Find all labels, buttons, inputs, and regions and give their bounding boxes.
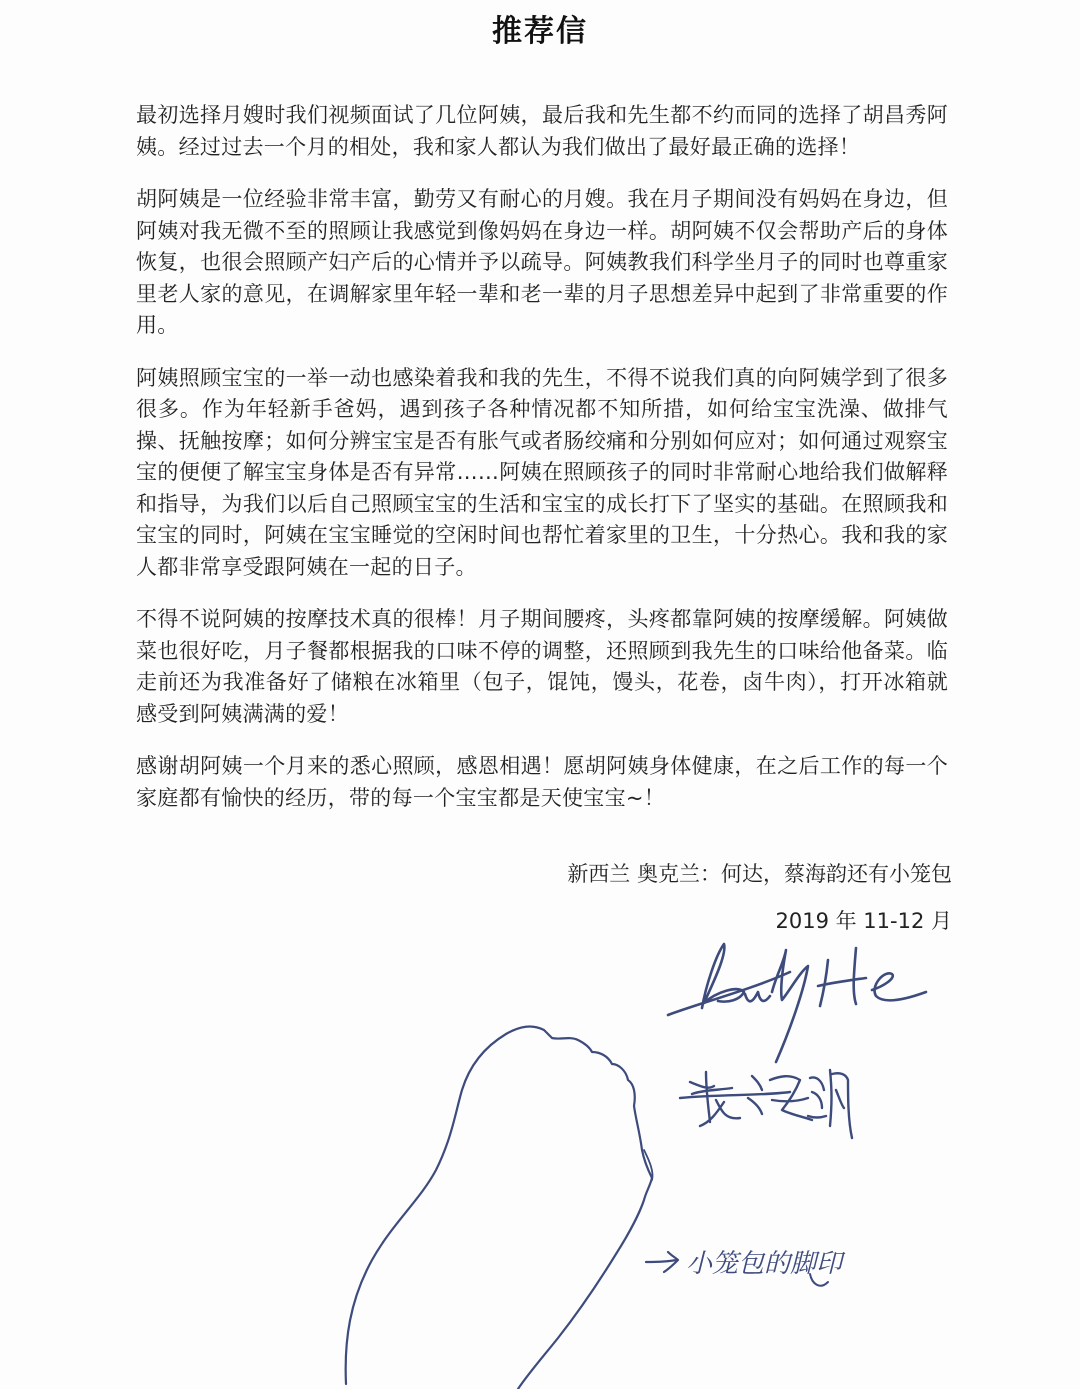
location-signoff: 新西兰 奥克兰：何达，蔡海韵还有小笼包 xyxy=(567,862,952,886)
paragraph-1: 最初选择月嫂时我们视频面试了几位阿姨，最后我和先生都不约而同的选择了胡昌秀阿姨。经过过去一个月的相处，我和家人都认为我们做出了最好最正确的选择！ xyxy=(136,103,948,159)
paragraph-4: 不得不说阿姨的按摩技术真的很棒！月子期间腰疼，头疼都靠阿姨的按摩缓解。阿姨做菜也很好吃，月子餐都根据我的口味不停的调整，还照顾到我先生的口味给他备菜。临走前还为我准备好了储粮在冰箱里（包子，馄饨，馒头，花卷，卤牛肉），打开冰箱就感受到阿姨满满的爱！ xyxy=(136,607,948,726)
paragraph-3: 阿姨照顾宝宝的一举一动也感染着我和我的先生，不得不说我们真的向阿姨学到了很多很多。作为年轻新手爸妈，遇到孩子各种情况都不知所措，如何给宝宝洗澡、做排气操、抚触按摩；如何分辨宝宝是否有胀气或者肠绞痛和分别如何应对；如何通过观察宝宝的便便了解宝宝身体是否有异常……阿姨在照顾孩子的同时非常耐心地给我们做解释和指导，为我们以后自己照顾宝宝的生活和宝宝的成长打下了坚实的基础。在照顾我和宝宝的同时，阿姨在宝宝睡觉的空闲时间也帮忙着家里的卫生，十分热心。我和我的家人都非常享受跟阿姨在一起的日子。 xyxy=(136,365,948,579)
paragraph-2: 胡阿姨是一位经验非常丰富，勤劳又有耐心的月嫂。我在月子期间没有妈妈在身边，但阿姨对我无微不至的照顾让我感觉到像妈妈在身边一样。胡阿姨不仅会帮助产后的身体恢复，也很会照顾产妇产后的心情并予以疏导。阿姨教我们科学坐月子的同时也尊重家里老人家的意见，在调解家里年轻一辈和老一辈的月子思想差异中起到了非常重要的作用。 xyxy=(136,187,948,337)
paragraph-5: 感谢胡阿姨一个月来的悉心照顾，感恩相遇！愿胡阿姨身体健康，在之后工作的每一个家庭都有愉快的经历，带的每一个宝宝都是天使宝宝~！ xyxy=(136,754,948,810)
baby-footprint-drawing xyxy=(346,1027,653,1389)
date-signoff: 2019 年 11-12 月 xyxy=(775,909,952,933)
signature-rudy-he xyxy=(668,944,926,1062)
signature-chinese-name xyxy=(680,1070,852,1138)
note-text: 小笼包的脚印 xyxy=(686,1249,843,1279)
handwritten-note xyxy=(646,1249,846,1286)
document-title: 推荐信 xyxy=(492,14,588,49)
